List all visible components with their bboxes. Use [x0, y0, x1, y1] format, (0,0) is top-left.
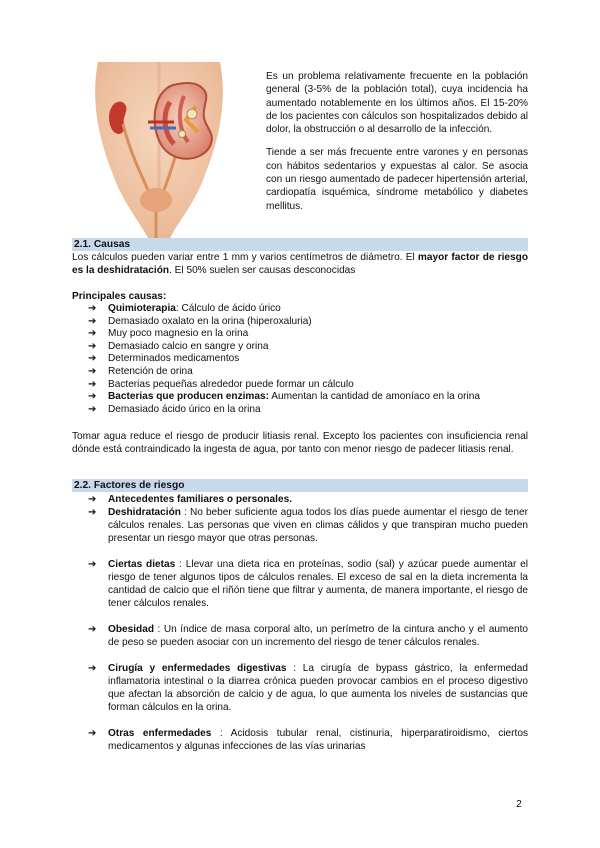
- arrow-icon: ➔: [88, 378, 97, 390]
- arrow-icon: ➔: [88, 315, 97, 327]
- arrow-icon: ➔: [88, 391, 97, 403]
- arrow-icon: ➔: [88, 624, 97, 635]
- list-item: ➔ Ciertas dietas : Llevar una dieta rica en proteínas, sodio (sal) y azúcar puede aumentar el riesgo de tener algunos tipos de cálculos renales. El exceso de sal en la dieta incrementa la cantidad de calcio que el riñón tiene que filtrar y aumenta, de manera importante, el riesgo de tener cálculos renales.: [88, 559, 528, 609]
- arrow-icon: ➔: [88, 728, 97, 739]
- page-number: 2: [516, 798, 522, 810]
- arrow-icon: ➔: [88, 507, 97, 518]
- arrow-icon: ➔: [88, 559, 97, 570]
- arrow-icon: ➔: [88, 328, 97, 340]
- arrow-icon: ➔: [88, 340, 97, 352]
- list-item: ➔ Bacterias que producen enzimas: Aumentan la cantidad de amoníaco en la orina: [88, 391, 480, 403]
- principales-causas-heading: Principales causas:: [72, 291, 167, 302]
- list-item: ➔ Demasiado calcio en sangre y orina: [88, 340, 269, 352]
- list-item: ➔ Demasiado ácido úrico en la orina: [88, 403, 261, 415]
- section-heading-factores: 2.2. Factores de riesgo: [72, 479, 528, 492]
- list-item: ➔ Bacterias pequeñas alrededor puede formar un cálculo: [88, 378, 354, 390]
- kidney-anatomy-illustration: [78, 62, 250, 238]
- intro-paragraph-2: Tiende a ser más frecuente entre varones y en personas con hábitos sedentarios y expuestas al calor. Se asocia con un riesgo aumentado de padecer hipertensión arterial, cardiopatía isquémica, síndrome metabólico y diabetes mellitus.: [266, 147, 528, 212]
- list-item: ➔ Muy poco magnesio en la orina: [88, 328, 249, 340]
- causas-closing-paragraph: Tomar agua reduce el riesgo de producir litiasis renal. Excepto los pacientes con insuficiencia renal dónde está contraindicado la ingesta de agua, por tanto con menor riesgo de padecer litiasis renal.: [72, 431, 528, 455]
- principales-causas-list: [88, 303, 528, 416]
- intro-text: [266, 70, 528, 223]
- list-item: ➔ Quimioterapia: Cálculo de ácido úrico: [88, 303, 281, 314]
- stone-shape: [187, 109, 197, 119]
- list-item: ➔ Determinados medicamentos: [88, 353, 240, 365]
- list-item: ➔ Cirugía y enfermedades digestivas : La cirugía de bypass gástrico, la enfermedad inflamatoria intestinal o la diarrea crónica pueden provocar cambios en el proceso digestivo que afectan la absorción de calcio y de agua, lo que aumenta los niveles de sustancias que forman cálculos en la orina.: [88, 663, 528, 713]
- intro-paragraph-1: Es un problema relativamente frecuente en la población general (3-5% de la población total), cuya incidencia ha aumentado notablemente en los últimos años. El 15-20% de los pacientes con cálculos son hospitalizados debido al dolor, la obstrucción o al desarrollo de la infección.: [266, 71, 528, 136]
- arrow-icon: ➔: [88, 494, 97, 505]
- list-item: ➔ Demasiado oxalato en la orina (hiperoxaluria): [88, 315, 312, 327]
- list-item: ➔ Antecedentes familiares o personales.: [88, 494, 293, 505]
- arrow-icon: ➔: [88, 353, 97, 365]
- arrow-icon: ➔: [88, 365, 97, 377]
- list-item: ➔ Deshidratación : No beber suficiente agua todos los días puede aumentar el riesgo de tener cálculos renales. Las personas que viven en climas cálidos y que transpiran mucho pueden presentar un riesgo mayor que otras personas.: [88, 507, 528, 544]
- list-item: ➔ Obesidad : Un índice de masa corporal alto, un perímetro de la cintura ancho y el aumento de peso se pueden asociar con un incremento del riesgo de tener cálculos renales.: [88, 624, 528, 648]
- causas-intro-paragraph: Los cálculos pueden variar entre 1 mm y varios centímetros de diámetro. El mayor factor de riesgo es la deshidratación. El 50% suelen ser causas desconocidas: [72, 252, 528, 276]
- list-item: ➔ Retención de orina: [88, 365, 193, 377]
- bladder-shape: [140, 188, 172, 212]
- arrow-icon: ➔: [88, 663, 97, 674]
- list-item: ➔ Otras enfermedades : Acidosis tubular renal, cistinuria, hiperparatiroidismo, ciertos medicamentos y algunas infecciones de las vías urinarias: [88, 728, 528, 752]
- section-heading-causas: 2.1. Causas: [72, 238, 528, 251]
- factores-riesgo-list: [88, 493, 528, 753]
- arrow-icon: ➔: [88, 303, 97, 314]
- arrow-icon: ➔: [88, 403, 97, 415]
